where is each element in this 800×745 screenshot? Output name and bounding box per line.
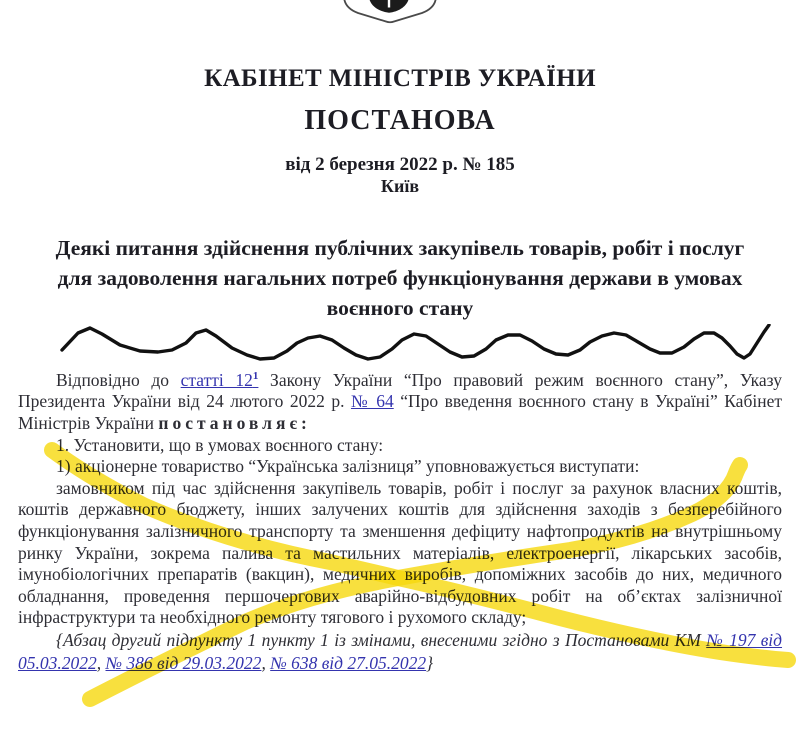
point-1: 1. Установити, що в умовах воєнного стану:	[56, 434, 384, 455]
note-sep1: ,	[96, 652, 106, 673]
link-decree-64[interactable]: № 64	[350, 391, 394, 412]
doc-date-number: від 2 березня 2022 р. № 185	[285, 154, 515, 175]
note-open: {Абзац другий підпункту 1 пункту 1 із змінами, внесеними згідно з Постановами КМ	[56, 629, 707, 650]
document-body	[0, 366, 800, 675]
intro-after-article: Закону України “Про правовий режим воєнного стану”, Указу Президента України від 24 лютого 2022 р.	[18, 369, 782, 412]
resolves-keyword: постановляє:	[158, 413, 311, 434]
link-resolution-197[interactable]: № 197 від 05.03.2022	[18, 629, 783, 673]
subpoint-1-body: замовником під час здійснення закупівель товарів, робіт і послуг за рахунок власних коштів, коштів державного бюджету, інших залучених коштів для здійснення заходів з безперебійного функціонування залізничного транспорту та зменшення дефіциту нафтопродуктів на внутрішньому ринку України, зокрема палива та мастильних матеріалів, електроенергії, лікарських засобів, імунобіологічних препаратів (вакцин), медичних виробів, допоміжних засобів до них, медичного обладнання, проведення першочергових аварійно-відбудовних робіт на об’єктах залізничної інфраструктури та необхідного ремонту тягового і рухомого складу;	[18, 477, 782, 628]
note-close: }	[426, 652, 434, 673]
intro-lead: Відповідно до	[56, 369, 181, 390]
doc-type-heading: ПОСТАНОВА	[304, 105, 496, 136]
subpoint-1: 1) акціонерне товариство “Українська залізниця” уповноважується виступати:	[56, 456, 640, 477]
wavy-divider-icon	[0, 324, 800, 366]
wavy-divider	[0, 324, 800, 366]
org-name: КАБІНЕТ МІНІСТРІВ УКРАЇНИ	[204, 65, 596, 92]
doc-city: Київ	[380, 176, 420, 196]
intro-paragraph	[18, 366, 782, 435]
amendment-note	[18, 629, 782, 675]
link-resolution-386[interactable]: № 386 від 29.03.2022	[105, 652, 262, 673]
coat-of-arms-icon	[0, 0, 800, 28]
note-sep2: ,	[261, 652, 271, 673]
doc-title: Деякі питання здійснення публічних закупівель товарів, робіт і послуг для задоволення нагальних потреб функціонування держави в умовах воєнного стану	[55, 236, 745, 320]
link-resolution-638[interactable]: № 638 від 27.05.2022	[270, 652, 427, 673]
link-article-12[interactable]: статті $12^1$	[180, 369, 259, 390]
superscript-1: 1	[252, 370, 259, 382]
intro-after-decree: “Про введення воєнного стану в Україні” Кабінет Міністрів України	[18, 391, 782, 434]
